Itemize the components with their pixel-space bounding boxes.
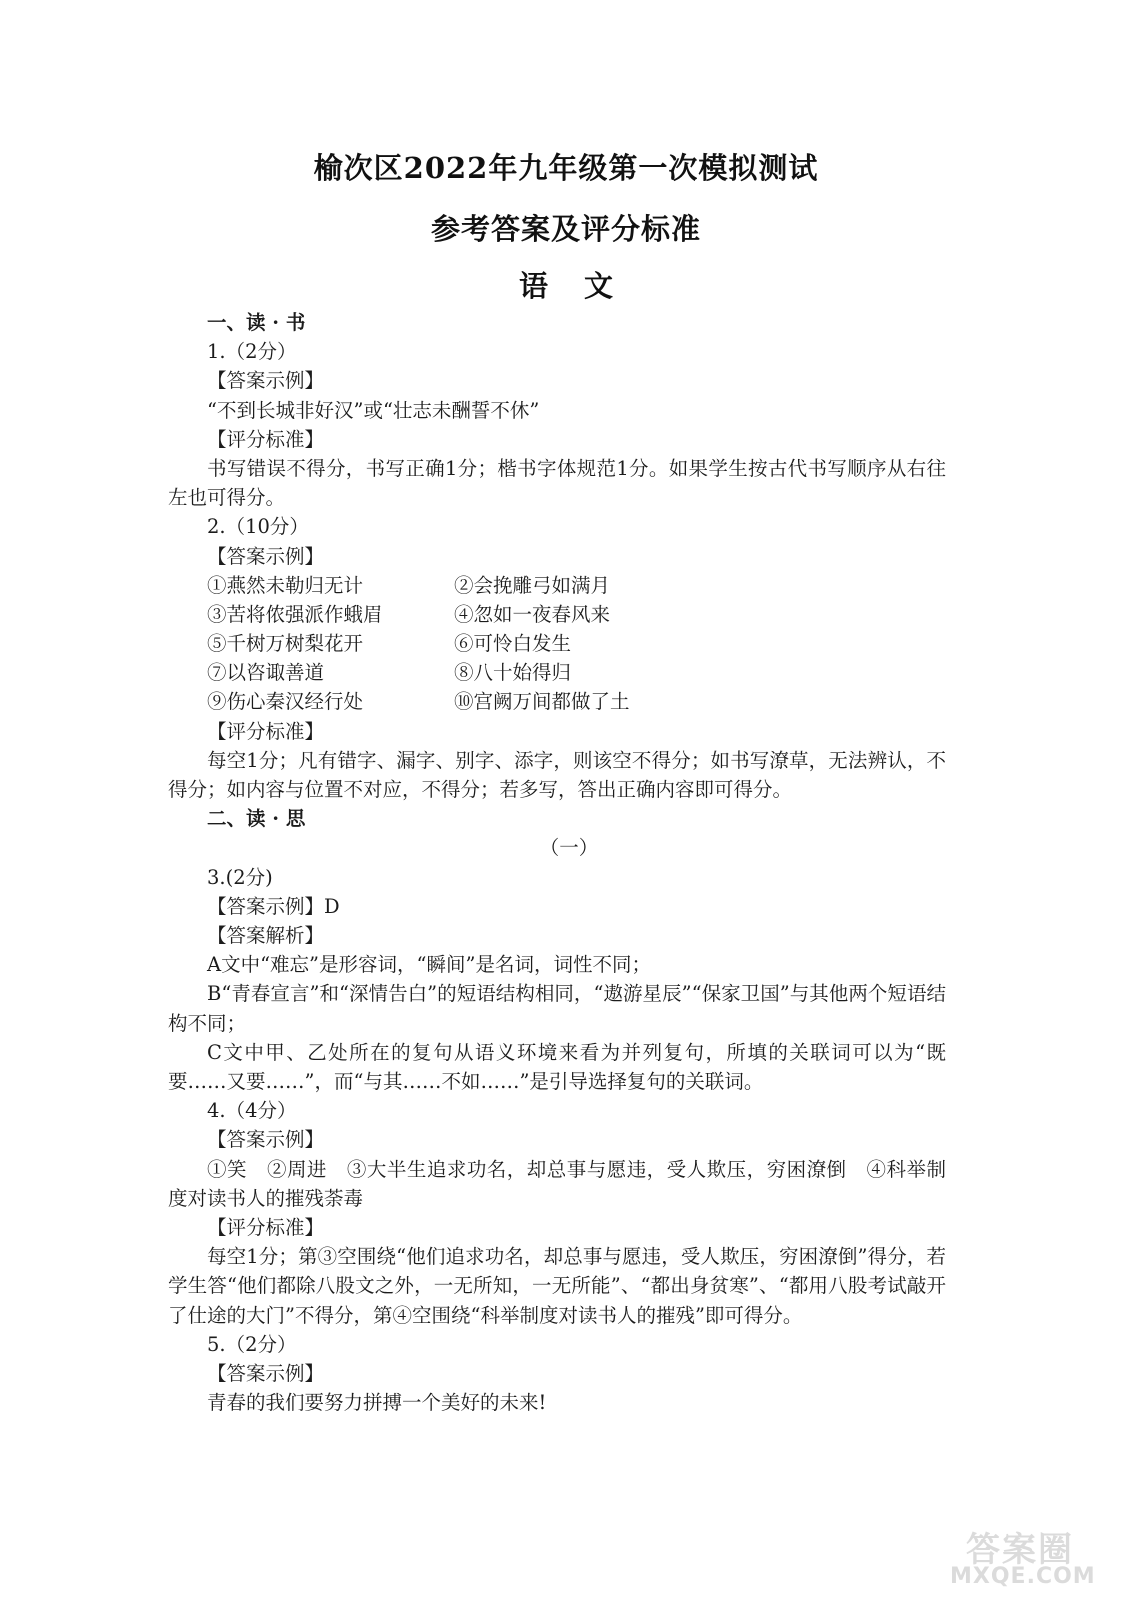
watermark-logo [944, 1514, 1112, 1594]
section-heading-1: 一、读 · 书 [207, 311, 306, 334]
q5-heading: 5.（2分） [207, 1332, 297, 1356]
q2-answer-row [168, 658, 946, 687]
q3-example: 【答案示例】D [207, 894, 340, 918]
q2-answer-4: ④忽如一夜春风来 [454, 602, 611, 626]
part-heading: （一） [539, 836, 599, 860]
q2-criteria-tag: 【评分标准】 [207, 719, 325, 743]
q3-analysis-b: B“青春宣言”和“深情告白”的短语结构相同，“遨游星辰”“保家卫国”与其他两个短语结构不同； [168, 982, 946, 1035]
q1-criteria-tag: 【评分标准】 [207, 427, 325, 451]
exam-title: 榆次区2022年九年级第一次模拟测试 [313, 151, 819, 185]
q1-example-tag: 【答案示例】 [207, 369, 325, 393]
q2-answer-row [168, 629, 946, 658]
exam-subtitle: 参考答案及评分标准 [430, 212, 701, 246]
q2-heading: 2.（10分） [207, 515, 309, 539]
q3-analysis-tag: 【答案解析】 [207, 924, 325, 947]
q2-answer-2: ②会挽雕弓如满月 [454, 573, 611, 597]
q3-analysis-c: C文中甲、乙处所在的复句从语义环境来看为并列复句，所填的关联词可以为“既要……又要……”，而“与其……不如……”是引导选择复句的关联词。 [168, 1040, 946, 1093]
q2-answer-1: ①燕然未勒归无计 [207, 573, 364, 597]
q4-criteria-tag: 【评分标准】 [207, 1215, 325, 1239]
q2-answer-row [168, 600, 946, 629]
q2-answer-3: ③苦将侬强派作蛾眉 [207, 602, 383, 626]
q1-heading: 1.（2分） [207, 340, 297, 364]
q2-answer-5: ⑤千树万树梨花开 [207, 632, 364, 656]
q2-answer-row [168, 571, 946, 600]
q5-example: 青春的我们要努力拼搏一个美好的未来! [207, 1391, 547, 1415]
subject-title: 语文 [518, 269, 649, 303]
q5-example-tag: 【答案示例】 [207, 1361, 325, 1385]
q2-answer-row [168, 687, 946, 716]
answer-body [168, 308, 946, 1417]
watermark-text: 答案圈 [966, 1530, 1074, 1570]
q3-analysis-a: A文中“难忘”是形容词，“瞬间”是名词，词性不同； [207, 953, 651, 977]
q2-answer-9: ⑨伤心秦汉经行处 [207, 690, 364, 714]
q4-example-tag: 【答案示例】 [207, 1128, 325, 1152]
q1-criteria: 书写错误不得分，书写正确1分；楷书字体规范1分。如果学生按古代书写顺序从右往左也可得分。 [168, 456, 946, 510]
section-heading-2: 二、读 · 思 [207, 807, 306, 831]
watermark-url: MXQE.COM [950, 1564, 1096, 1589]
q2-answer-8: ⑧八十始得归 [454, 661, 572, 685]
q4-criteria: 每空1分；第③空围绕“他们追求功名，却总事与愿违，受人欺压，穷困潦倒”得分，若学生答“他们都除八股文之外，一无所知，一无所能”、“都出身贫寒”、“都用八股考试敲开了仕途的大门”不得分，第④空围绕“科举制度对读书人的摧残”即可得分。 [168, 1245, 946, 1327]
q2-example-tag: 【答案示例】 [207, 544, 325, 568]
q3-heading: 3.(2分) [207, 865, 273, 889]
q2-answer-7: ⑦以咨诹善道 [207, 661, 325, 685]
q2-answer-10: ⑩宫阙万间都做了土 [454, 690, 630, 714]
q2-answer-6: ⑥可怜白发生 [454, 632, 572, 656]
q4-heading: 4.（4分） [207, 1099, 297, 1123]
q1-example: “不到长城非好汉”或“壮志未酬誓不休” [207, 398, 540, 422]
q4-example: ①笑 ②周进 ③大半生追求功名，却总事与愿违，受人欺压，穷困潦倒 ④科举制度对读书人的摧残荼毒 [168, 1157, 946, 1210]
q2-criteria: 每空1分；凡有错字、漏字、别字、添字，则该空不得分；如书写潦草，无法辨认，不得分；如内容与位置不对应，不得分；若多写，答出正确内容即可得分。 [168, 748, 946, 802]
